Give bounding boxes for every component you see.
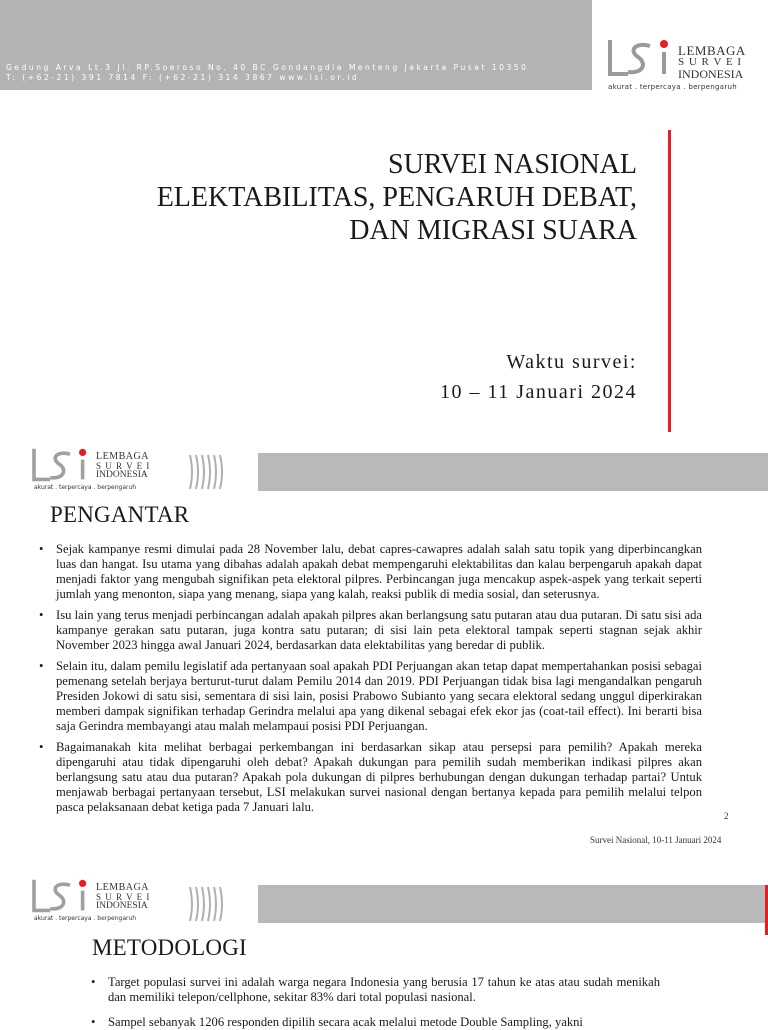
survey-date [300, 347, 637, 407]
lsi-logo-mark-icon [30, 447, 92, 483]
list-item: • Isu lain yang terus menjadi perbincangan adalah apakah pilpres akan berlangsung satu putaran atau dua putaran. Di satu sisi ada kampanye gerakan satu putaran, juga kontra satu putaran; di sisi lain peta elektoral tampak seperti stagnan sejak akhir November 2023 hingga awal Januari 2024, berdasarkan data elektabilitas yang beredar di publik. [36, 608, 702, 653]
slide-2-header-band [258, 453, 768, 491]
logo-name-line-3: INDONESIA [96, 901, 148, 911]
lsi-logo-large [606, 38, 766, 94]
slide-2-logo [30, 447, 200, 497]
logo-name-line-3: INDONESIA [678, 67, 744, 81]
list-item: • Selain itu, dalam pemilu legislatif ada pertanyaan soal apakah PDI Perjuangan akan tetap dapat mempertahankan posisi sebagai pemenang setelah berjaya berturut-turut dalam Pemilu 2014 dan 2019. PDI Perjuangan tidak bisa lagi mengandalkan pengaruh Presiden Jokowi di satu sisi, sementara di sisi lain, posisi Prabowo Subianto yang secara elektoral sedang unggul diperkirakan memberi dampak signifikan terhadap Gerindra melalui apa yang dikenal sebagai efek ekor jas (coat-tail effect). Ini berarti bisa saja Gerindra membayangi atau malah melampaui posisi PDI Perjuangan. [36, 659, 702, 734]
logo-name-line-1: LEMBAGA [678, 43, 746, 58]
slide-3-header-band [258, 885, 768, 923]
logo-name-line-1: LEMBAGA [96, 882, 149, 893]
logo-name-line-1: LEMBAGA [96, 451, 149, 462]
slide-title [120, 148, 637, 247]
slide-footer: Survei Nasional, 10-11 Januari 2024 [590, 835, 722, 845]
logo-name-line-2: S U R V E I [678, 56, 743, 68]
list-item: • Bagaimanakah kita melihat berbagai perkembangan ini berdasarkan sikap atau persepsi para pemilih? Apakah mereka dipengaruhi atau tidak dipengaruhi oleh debat? Apakah dukungan para pemilih sudah memberikan indikasi pilpres akan berlangsung satu atau dua putaran? Apakah pola dukungan di pilpres berhubungan dengan dukungan terhadap partai? Untuk menjawab berbagai pertanyaan tersebut, LSI melakukan survei nasional dengan bertanya kepada para pemilih melalui telpon pasca pelaksanaan debat ketiga pada 7 Januari lalu. [36, 740, 702, 815]
list-item: • Target populasi survei ini adalah warga negara Indonesia yang berusia 17 tahun ke atas atau sudah menikah dan memiliki telepon/cellphone, sekitar 83% dari total populasi nasional. [88, 975, 660, 1005]
address-line-1: Gedung Arva Lt.3 Jl. RP.Soeroso No. 40 BC Gondangdia Menteng Jakarta Pusat 10350 [6, 63, 529, 72]
logo-name-line-2: S U R V E I [96, 461, 151, 471]
title-line-3: DAN MIGRASI SUARA [349, 215, 637, 246]
logo-name-line-3: INDONESIA [96, 470, 148, 480]
title-line-1: SURVEI NASIONAL [388, 149, 637, 180]
pengantar-bullet-list [36, 542, 702, 815]
list-item: • Sejak kampanye resmi dimulai pada 28 November lalu, debat capres-cawapres adalah salah satu topik yang diperbincangkan luas dan hangat. Isu utama yang dibahas adalah apakah debat mempengaruhi elektabilitas dan kalau berpengaruh apakah dapat menjadi faktor yang mengubah signifikan peta elektoral pilpres. Perbincangan juga mencakup aspek-aspek yang terkait seperti jumlah yang menonton, siapa yang menang, siapa yang kalah, reaksi publik di media sosial, dan seterusnya. [36, 542, 702, 602]
lsi-logo-mark-icon [606, 38, 674, 78]
header-stripes-icon [186, 885, 234, 923]
logo-tagline: akurat . terpercaya . berpengaruh [34, 484, 137, 491]
address-line-2: T: (+62-21) 391 7814 F: (+62-21) 314 3867 www.lsi.or.id [6, 73, 360, 82]
slide-3-logo [30, 878, 200, 928]
logo-name-line-2: S U R V E I [96, 892, 151, 902]
section-heading-pengantar: PENGANTAR [50, 502, 190, 527]
lsi-logo-mark-icon [30, 878, 92, 914]
header-stripes-icon [186, 453, 234, 491]
logo-tagline: akurat . terpercaya . berpengaruh [34, 915, 137, 922]
section-heading-metodologi: METODOLOGI [92, 935, 247, 960]
page-number: 2 [724, 811, 729, 821]
title-line-2: ELEKTABILITAS, PENGARUH DEBAT, [156, 182, 637, 213]
survey-date-value: 10 – 11 Januari 2024 [439, 381, 637, 403]
metodologi-bullet-list [88, 975, 660, 1030]
organization-address [6, 63, 586, 83]
survey-date-label: Waktu survei: [506, 351, 637, 373]
logo-tagline: akurat . terpercaya . berpengaruh [608, 83, 737, 91]
list-item: • Sampel sebanyak 1206 responden dipilih secara acak melalui metode Double Sampling, yakni [88, 1015, 660, 1030]
title-accent-bar [668, 130, 671, 432]
